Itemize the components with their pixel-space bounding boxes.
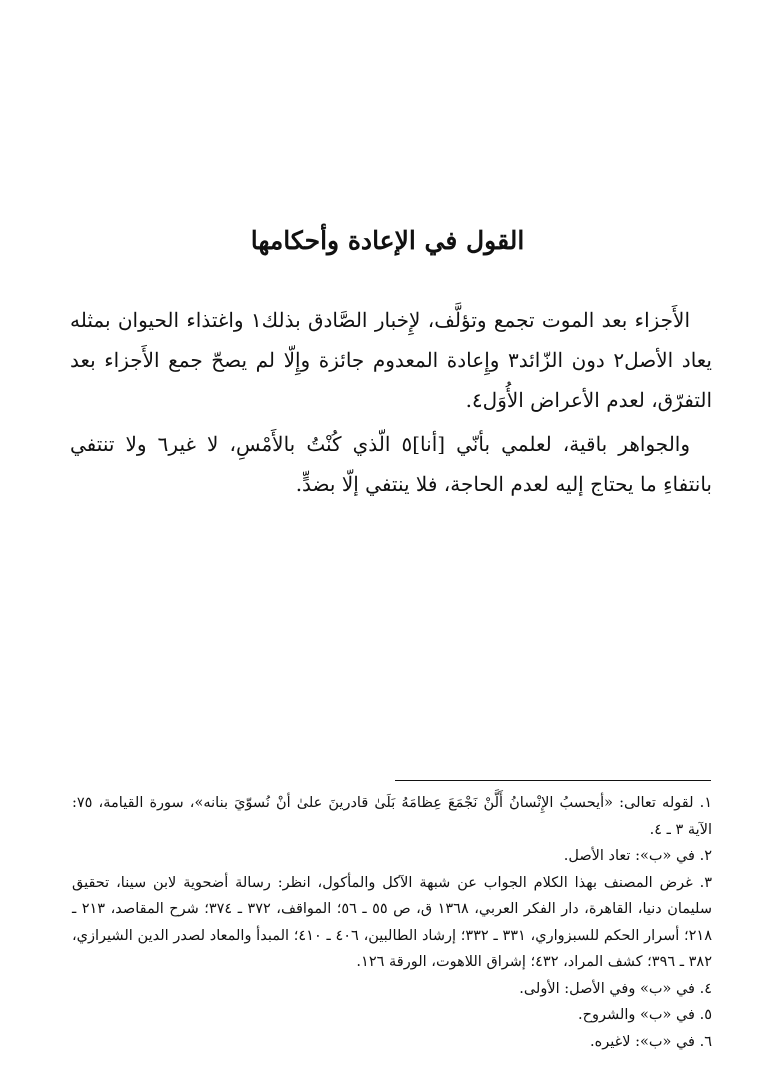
footnotes (72, 790, 712, 1055)
paragraph: الأَجزاء بعد الموت تجمع وتؤلَّف، لإِخبار الصَّادق بذلك١ واغتذاء الحيوان بمثله يعاد الأصل٢ دون الزّائد٣ وإِعادة المعدوم جائزة وإِلّا لم يصحّ جمع الأَجزاء بعد التفرّق، لعدم الأعراض الأُوَل٤. (70, 308, 712, 412)
paragraph: والجواهر باقية، لعلمي بأنّي [أنا]٥ الّذي كُنْتُ بالأَمْسِ، لا غير٦ ولا تنتفي بانتفاءِ ما يحتاج إليه لعدم الحاجة، فلا ينتفي إلّا بضدٍّ. (70, 432, 712, 496)
footnote: ٢. في «ب»: تعاد الأصل. (563, 848, 712, 864)
body-text (70, 300, 712, 504)
page-title: القول في الإعادة وأحكامها (250, 226, 525, 255)
footnote: ٦. في «ب»: لاغيره. (590, 1033, 712, 1050)
footnote: ١. لقوله تعالى: «أيحسبُ الإِنْسانُ أَلَّنْ نَجْمَعَ عِظامَهُ بَلَىٰ قادرينَ علىٰ أنْ نُسوّيَ بنانه»، سورة القيامة، ٧٥: الآية ٣ ـ ٤. (72, 795, 712, 838)
footnote: ٣. غرض المصنف بهذا الكلام الجواب عن شبهة الآكل والمأكول، انظر: رسالة أضحوية لابن سينا، تحقيق سليمان دنيا، القاهرة، دار الفكر العربي، ١٣٦٨ ق، ص ٥٥ ـ ٥٦؛ المواقف، ٣٧٢ ـ ٣٧٤؛ شرح المقاصد، ٢١٣ ـ ٢١٨؛ أسرار الحكم للسبزواري، ٣٣١ ـ ٣٣٢؛ إرشاد الطالبين، ٤٠٦ ـ ٤١٠؛ المبدأ والمعاد لصدر الدين الشيرازي، ٣٨٢ ـ ٣٩٦؛ كشف المراد، ٤٣٢؛ إشراق اللاهوت، الورقة ١٢٦. (72, 874, 713, 970)
footnote: ٤. في «ب» وفي الأصل: الأولى. (519, 980, 712, 997)
footnote-divider (395, 780, 711, 781)
footnote: ٥. في «ب» والشروح. (578, 1007, 712, 1023)
